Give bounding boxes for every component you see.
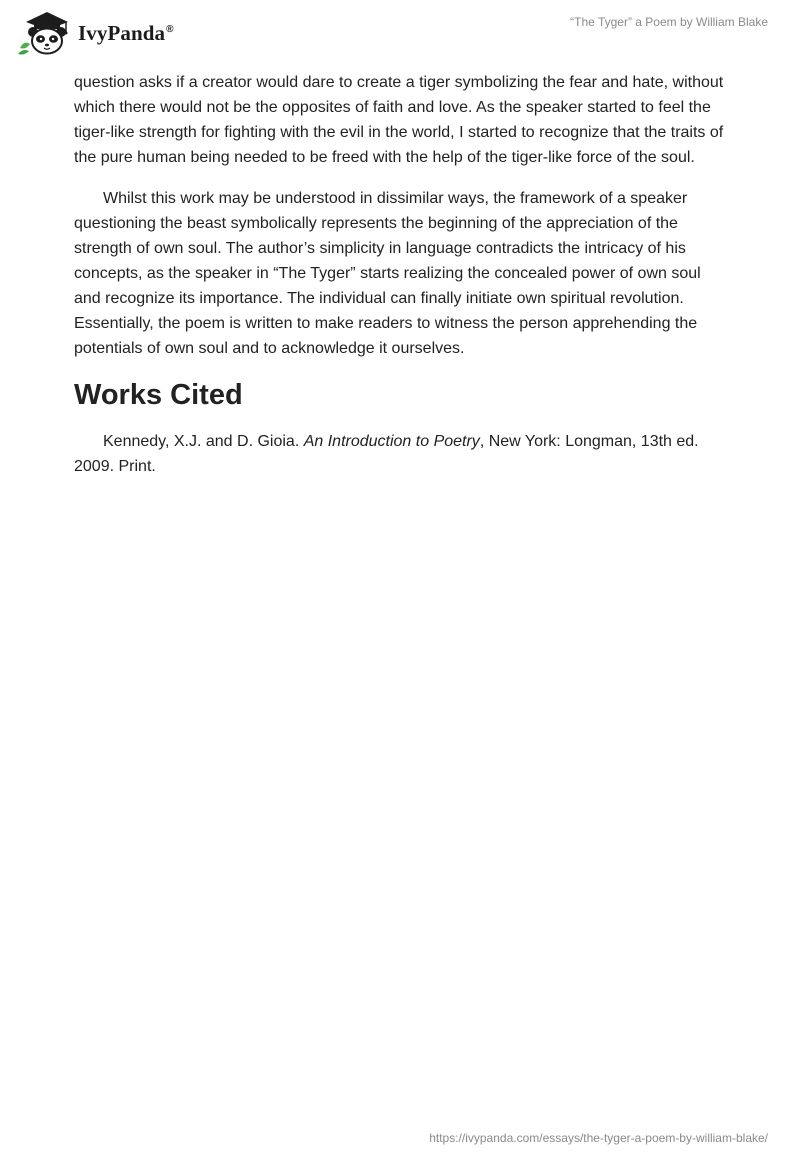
logo-wordmark: IvyPanda® bbox=[78, 20, 174, 45]
registered-mark: ® bbox=[166, 23, 174, 35]
citation-entry bbox=[74, 429, 724, 479]
page-header bbox=[0, 0, 800, 62]
source-url[interactable]: https://ivypanda.com/essays/the-tyger-a-poem-by-william-blake/ bbox=[429, 1131, 768, 1145]
paragraph-continued: question asks if a creator would dare to create a tiger symbolizing the fear and hate, without which there would not be the opposites of faith and love. As the speaker started to feel the tiger-like strength for fighting with the evil in the world, I started to recognize that the traits of the pure human being needed to be freed with the help of the tiger-like force of the soul. bbox=[74, 74, 724, 166]
panda-graduate-icon bbox=[16, 8, 76, 56]
citation-publication: , New York: Longman, 13th ed. 2009. Print. bbox=[74, 433, 699, 475]
citation-title: An Introduction to Poetry bbox=[303, 433, 480, 450]
essay-body bbox=[74, 70, 724, 495]
works-cited-heading: Works Cited bbox=[74, 379, 243, 411]
ivypanda-logo[interactable] bbox=[16, 8, 174, 56]
paragraph-conclusion: Whilst this work may be understood in dissimilar ways, the framework of a speaker questioning the beast symbolically represents the beginning of the appreciation of the strength of own soul. The author’s simplicity in language contradicts the intricacy of his concepts, as the speaker in “The Tyger” starts realizing the concealed power of own soul and recognize its importance. The individual can finally initiate own spiritual revolution. Essentially, the poem is written to make readers to witness the person apprehending the potentials of own soul and to acknowledge it ourselves. bbox=[74, 190, 701, 357]
citation-authors: Kennedy, X.J. and D. Gioia. bbox=[103, 433, 304, 450]
running-title: “The Tyger” a Poem by William Blake bbox=[570, 15, 768, 29]
